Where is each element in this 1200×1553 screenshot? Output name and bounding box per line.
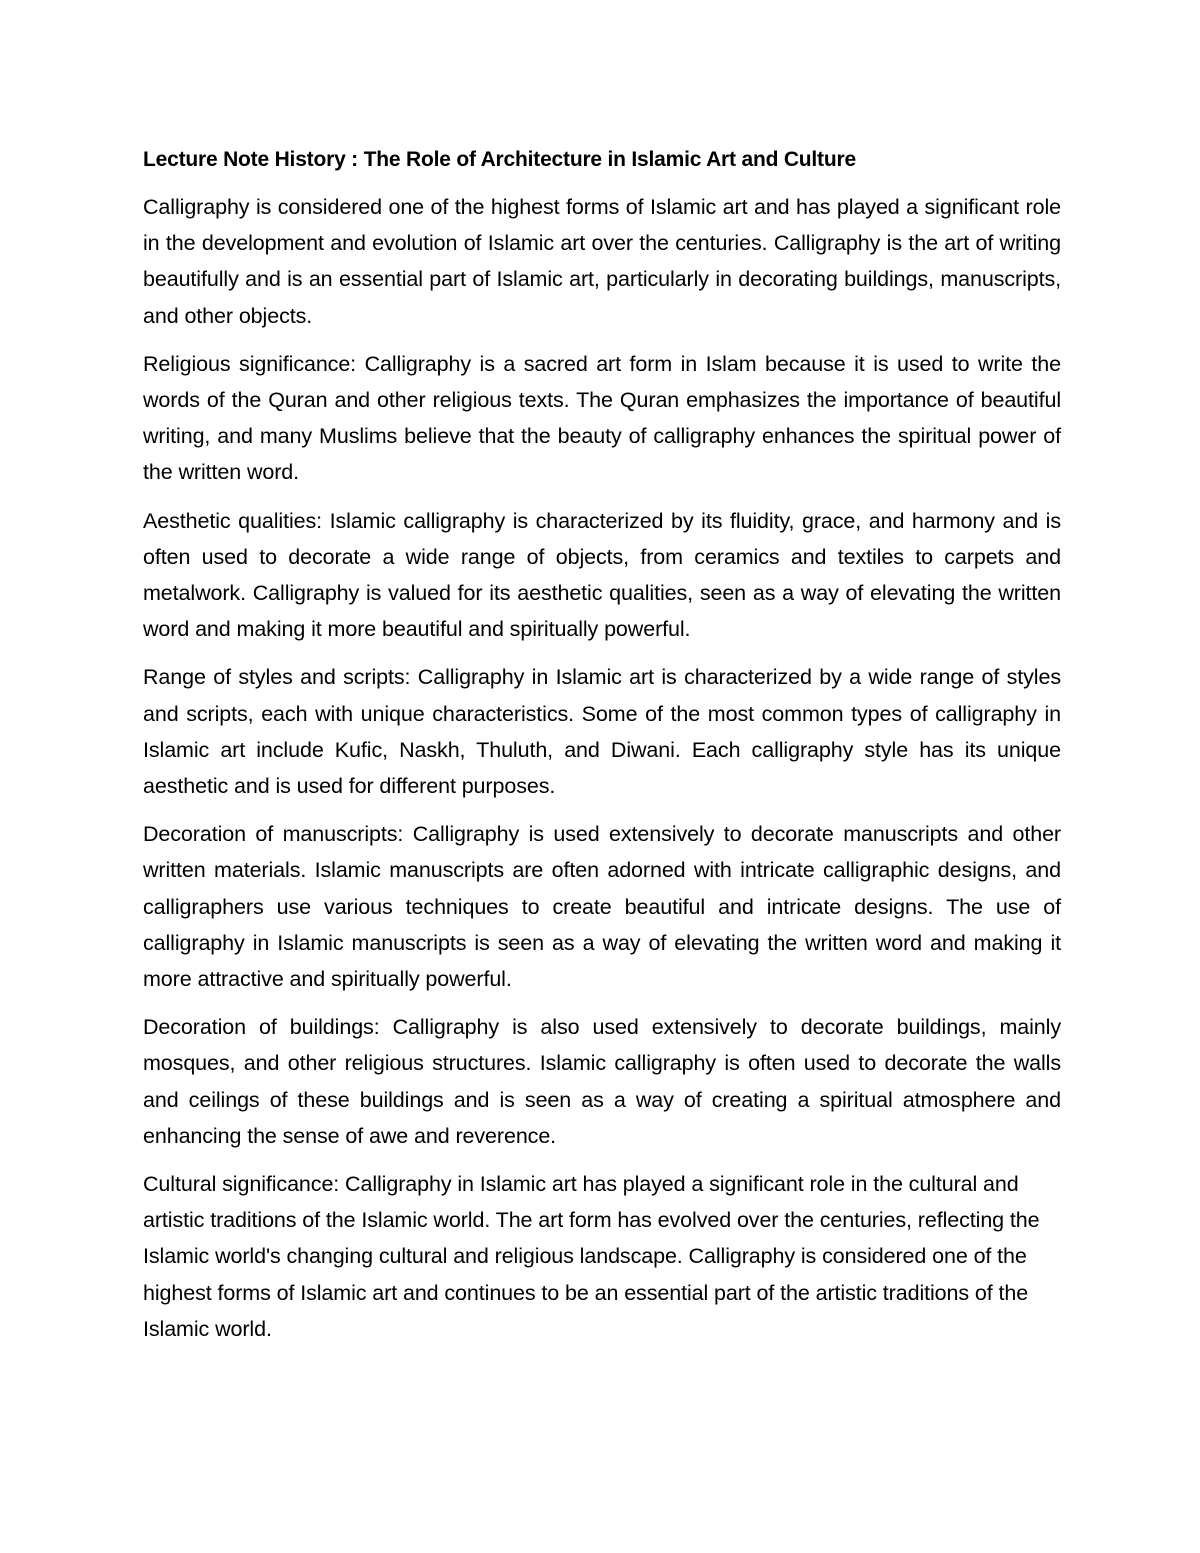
document-title: Lecture Note History : The Role of Architecture in Islamic Art and Culture: [143, 148, 856, 171]
paragraph-range-of-styles: Range of styles and scripts: Calligraphy in Islamic art is characterized by a wide range of styles and scripts, each with unique characteristics. Some of the most common types of calligraphy in Islamic art include Kufic, Naskh, Thuluth, and Diwani. Each calligraphy style has its unique aesthetic and is used for different purposes.: [143, 665, 1061, 799]
document-body: [143, 144, 1061, 1359]
paragraph-decoration-of-buildings: Decoration of buildings: Calligraphy is also used extensively to decorate buildings, mainly mosques, and other religious structures. Islamic calligraphy is often used to decorate the walls and ceilings of these buildings and is seen as a way of creating a spiritual atmosphere and enhancing the sense of awe and reverence.: [143, 1015, 1061, 1148]
paragraph-aesthetic-qualities: Aesthetic qualities: Islamic calligraphy is characterized by its fluidity, grace, and harmony and is often used to decorate a wide range of objects, from ceramics and textiles to carpets and metalwork. Calligraphy is valued for its aesthetic qualities, seen as a way of elevating the written word and making it more beautiful and spiritually powerful.: [143, 508, 1061, 642]
paragraph-intro: Calligraphy is considered one of the highest forms of Islamic art and has played a significant role in the development and evolution of Islamic art over the centuries. Calligraphy is the art of writing beautifully and is an essential part of Islamic art, particularly in decorating buildings, manuscripts, and other objects.: [143, 195, 1061, 328]
paragraph-religious-significance: Religious significance: Calligraphy is a sacred art form in Islam because it is used to write the words of the Quran and other religious texts. The Quran emphasizes the importance of beautiful writing, and many Muslims believe that the beauty of calligraphy enhances the spiritual power of the written word.: [143, 351, 1061, 485]
paragraph-cultural-significance: Cultural significance: Calligraphy in Islamic art has played a significant role in the cultural and artistic traditions of the Islamic world. The art form has evolved over the centuries, reflecting the Islamic world's changing cultural and religious landscape. Calligraphy is considered one of the highest forms of Islamic art and continues to be an essential part of the artistic traditions of the Islamic world.: [143, 1172, 1040, 1341]
paragraph-decoration-of-manuscripts: Decoration of manuscripts: Calligraphy is used extensively to decorate manuscripts and other written materials. Islamic manuscripts are often adorned with intricate calligraphic designs, and calligraphers use various techniques to create beautiful and intricate designs. The use of calligraphy in Islamic manuscripts is seen as a way of elevating the written word and making it more attractive and spiritually powerful.: [143, 822, 1061, 992]
